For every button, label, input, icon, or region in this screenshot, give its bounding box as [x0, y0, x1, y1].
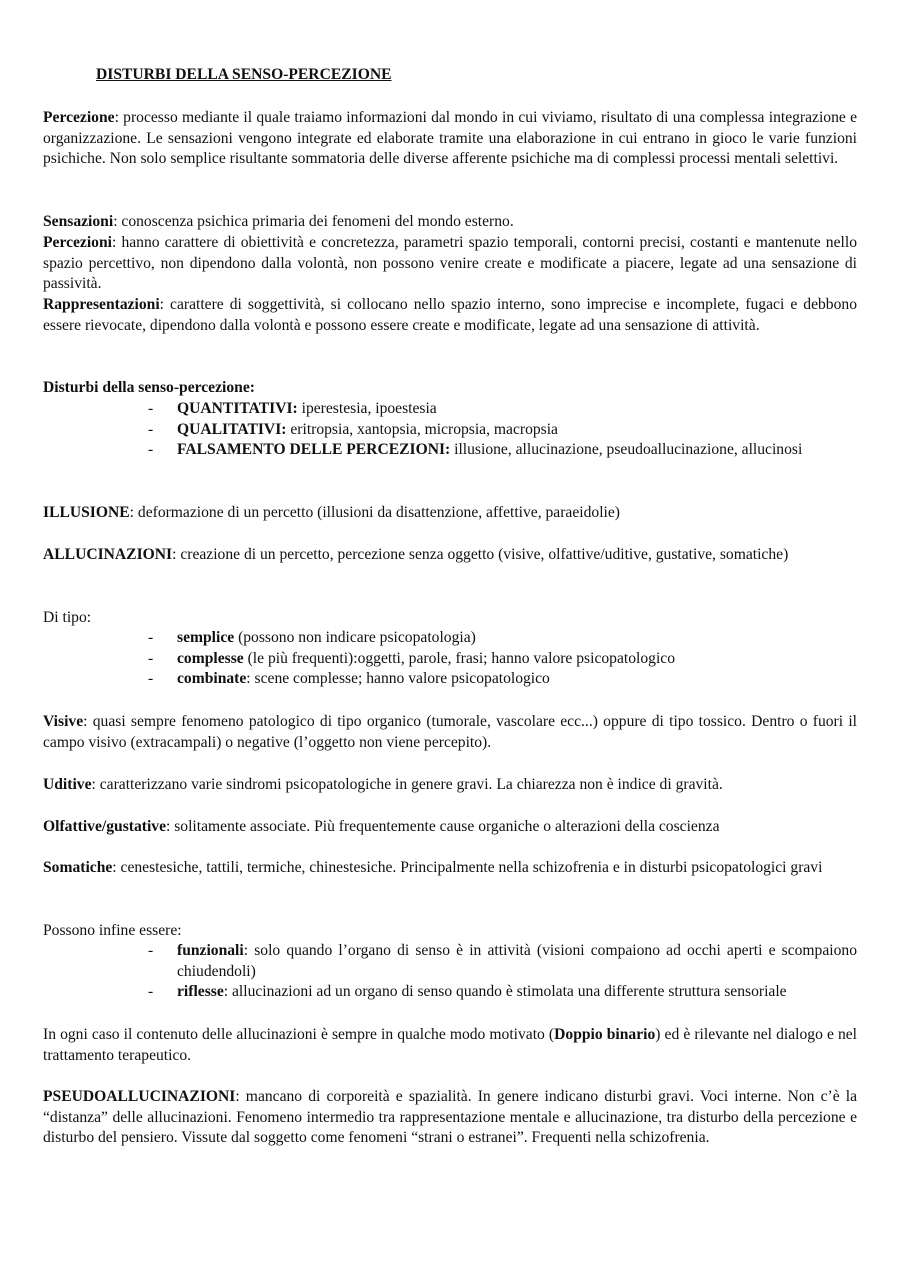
- list-item: - riflesse: allucinazioni ad un organo di senso quando è stimolata una differente struttura sensoriale: [148, 983, 787, 1001]
- rappresentazioni-term: Rappresentazioni: [43, 296, 160, 313]
- rappresentazioni-text: : carattere di soggettività, si collocano nello spazio interno, sono imprecise e incomplete, fugaci e debbono essere rievocate, dipendono dalla volontà e possono essere create e modificate, legate ad una sensazione di attività.: [43, 296, 857, 334]
- uditive-term: Uditive: [43, 776, 92, 793]
- olfattive-term: Olfattive/gustative: [43, 818, 166, 835]
- percezioni-text: : hanno carattere di obiettività e concretezza, parametri spazio temporali, contorni precisi, costanti e mantenute nello spazio percettivo, non dipendono dalla volontà, non possono venire create e modificate a piacere, legate ad una sensazione di passività.: [43, 234, 857, 293]
- percezione-text: : processo mediante il quale traiamo informazioni dal mondo in cui viviamo, risultato di una complessa integrazione e organizzazione. Le sensazioni vengono integrate ed elaborate tramite una elaborazione in cui entrano in gioco le varie funzioni psichiche. Non solo semplice risultante sommatoria delle diverse afferente psichiche ma di complessi processi mentali selettivi.: [43, 109, 857, 168]
- illusione-term: ILLUSIONE: [43, 504, 130, 521]
- possono-list: [43, 941, 857, 1003]
- list-item: - FALSAMENTO DELLE PERCEZIONI: illusione, allucinazione, pseudoallucinazione, allucinosi: [148, 441, 803, 459]
- percezioni-term: Percezioni: [43, 234, 112, 251]
- pseudoallucinazioni-term: PSEUDOALLUCINAZIONI: [43, 1088, 236, 1105]
- percezioni-paragraph: [43, 233, 857, 295]
- uditive-paragraph: Uditive: caratterizzano varie sindromi psicopatologiche in genere gravi. La chiarezza non è indice di gravità.: [43, 776, 723, 793]
- percezione-term: Percezione: [43, 109, 115, 126]
- list-item: - complesse (le più frequenti):oggetti, parole, frasi; hanno valore psicopatologico: [148, 649, 675, 667]
- visive-paragraph: Visive: quasi sempre fenomeno patologico di tipo organico (tumorale, vascolare ecc...) oppure di tipo tossico. Dentro o fuori il campo visivo (extracampali) o negative (l’oggetto non viene percepito).: [43, 713, 857, 751]
- doppio-binario-term: Doppio binario: [554, 1026, 656, 1043]
- rappresentazioni-paragraph: [43, 295, 857, 336]
- list-item: - semplice (possono non indicare psicopatologia): [148, 629, 476, 646]
- list-item: - QUALITATIVI: eritropsia, xantopsia, micropsia, macropsia: [148, 420, 558, 438]
- percezione-paragraph: [43, 108, 857, 170]
- illusione-paragraph: ILLUSIONE: deformazione di un percetto (illusioni da disattenzione, affettive, paraeidolie): [43, 504, 620, 521]
- disturbi-heading: Disturbi della senso-percezione:: [43, 379, 255, 396]
- allucinazioni-paragraph: ALLUCINAZIONI: creazione di un percetto, percezione senza oggetto (visive, olfattive/uditive, gustative, somatiche): [43, 546, 789, 563]
- allucinazioni-term: ALLUCINAZIONI: [43, 546, 173, 563]
- sensazioni-text: : conoscenza psichica primaria dei fenomeni del mondo esterno.: [113, 213, 514, 230]
- possono-label: Possono infine essere:: [43, 922, 182, 939]
- somatiche-term: Somatiche: [43, 859, 113, 876]
- disturbi-list: [43, 399, 857, 461]
- page-title: DISTURBI DELLA SENSO-PERCEZIONE: [96, 66, 392, 83]
- list-item: - funzionali: solo quando l’organo di senso è in attività (visioni compaiono ad occhi aperti e scompaiono chiudendoli): [148, 942, 857, 980]
- contenuto-paragraph: In ogni caso il contenuto delle allucinazioni è sempre in qualche modo motivato (Doppio binario) ed è rilevante nel dialogo e nel trattamento terapeutico.: [43, 1026, 857, 1064]
- sensazioni-paragraph: [43, 212, 857, 233]
- olfattive-paragraph: Olfattive/gustative: solitamente associate. Più frequentemente cause organiche o alterazioni della coscienza: [43, 818, 720, 835]
- list-item: - combinate: scene complesse; hanno valore psicopatologico: [148, 670, 550, 688]
- visive-term: Visive: [43, 713, 84, 730]
- di-tipo-label: Di tipo:: [43, 609, 92, 626]
- somatiche-paragraph: Somatiche: cenestesiche, tattili, termiche, chinestesiche. Principalmente nella schizofrenia e in disturbi psicopatologici gravi: [43, 859, 823, 876]
- pseudoallucinazioni-paragraph: PSEUDOALLUCINAZIONI: mancano di corporeità e spazialità. In genere indicano disturbi gravi. Voci interne. Non c’è la “distanza” delle allucinazioni. Fenomeno intermedio tra rappresentazione mentale e allucinazione, tra disturbo della percezione e disturbo del pensiero. Vissute dal soggetto come fenomeni “strani o estranei”. Frequenti nella schizofrenia.: [43, 1088, 857, 1147]
- sensazioni-term: Sensazioni: [43, 213, 114, 230]
- list-item: - QUANTITATIVI: iperestesia, ipoestesia: [148, 400, 437, 417]
- tipo-list: [43, 628, 857, 690]
